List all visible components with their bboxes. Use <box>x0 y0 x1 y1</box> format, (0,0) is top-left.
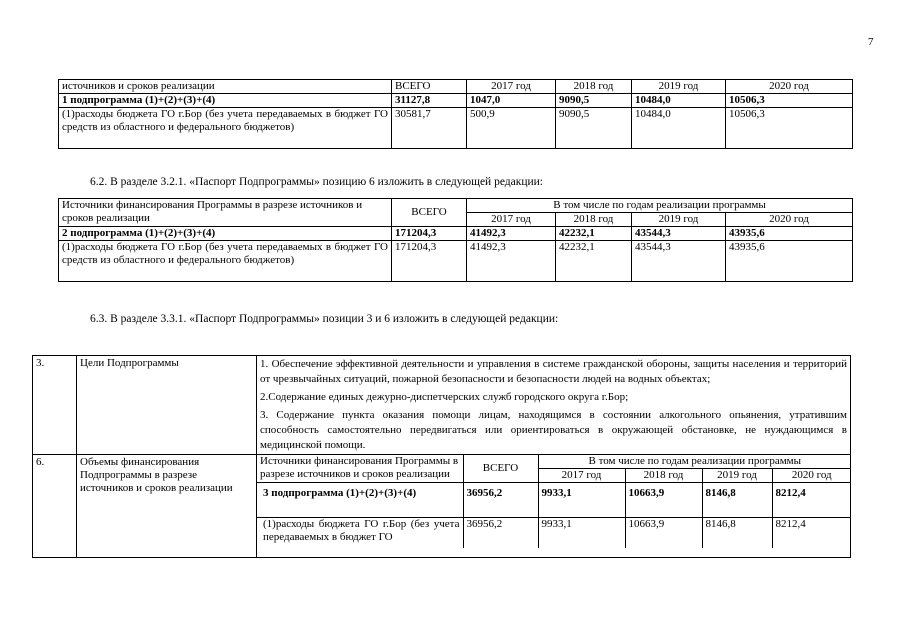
table-row <box>59 108 853 149</box>
table-row <box>257 518 851 549</box>
financing-table-subprogram-1 <box>58 79 853 149</box>
header-cell: В том числе по годам реализации программы <box>538 455 851 469</box>
table-cell: 9933,1 <box>538 518 625 549</box>
table-cell: 10663,9 <box>625 518 702 549</box>
table-cell: 2 подпрограмма (1)+(2)+(3)+(4) <box>59 227 392 241</box>
header-cell: 2018 год <box>556 80 632 94</box>
position-label: Объемы финансирования Подпрограммы в разрезе источников и сроков реализации <box>77 455 257 558</box>
header-cell: Источники финансирования Программы в разрезе источников и сроков реализации <box>59 199 392 227</box>
table-cell: 41492,3 <box>467 227 556 241</box>
table-cell: 31127,8 <box>392 94 467 108</box>
financing-cell <box>257 455 851 558</box>
header-cell: 2018 год <box>556 213 632 227</box>
header-cell: ВСЕГО <box>392 80 467 94</box>
header-cell: 2019 год <box>632 80 726 94</box>
header-cell: В том числе по годам реализации программы <box>467 199 853 213</box>
goal-item: 3. Содержание пункта оказания помощи лицам, находящимся в состоянии алкогольного опьянения, утратившим способность самостоятельно передвигаться или ориентироваться в окружающей обстановке, не нуждающимся в медицинской помощи. <box>260 409 847 451</box>
header-cell: 2020 год <box>726 80 853 94</box>
table-cell: 10484,0 <box>632 94 726 108</box>
table-cell: 36956,2 <box>463 483 538 518</box>
header-cell: источников и сроков реализации <box>59 80 392 94</box>
table-cell: 8146,8 <box>702 518 772 549</box>
table-row <box>59 199 853 213</box>
table-cell: 10484,0 <box>632 108 726 149</box>
table-cell: 30581,7 <box>392 108 467 149</box>
table-cell: 9090,5 <box>556 94 632 108</box>
table-cell: 36956,2 <box>463 518 538 549</box>
header-cell: ВСЕГО <box>463 455 538 483</box>
table-cell: 8212,4 <box>772 483 851 518</box>
header-cell: Источники финансирования Программы в разрезе источников и сроков реализации <box>257 455 463 483</box>
position-number: 6. <box>33 455 77 558</box>
table-cell: 3 подпрограмма (1)+(2)+(3)+(4) <box>257 483 463 518</box>
position-label: Цели Подпрограммы <box>77 356 257 455</box>
table-row <box>59 227 853 241</box>
passport-table-subprogram-3 <box>32 355 851 558</box>
table-row <box>59 241 853 282</box>
header-cell: 2020 год <box>726 213 853 227</box>
header-cell: ВСЕГО <box>392 199 467 227</box>
section-heading-6-3: 6.3. В разделе 3.3.1. «Паспорт Подпрограммы» позиции 3 и 6 изложить в следующей редакции: <box>90 313 559 325</box>
header-cell: 2020 год <box>772 469 851 483</box>
table-cell: 43935,6 <box>726 227 853 241</box>
table-cell: 10663,9 <box>625 483 702 518</box>
table-cell: 10506,3 <box>726 108 853 149</box>
header-cell: 2019 год <box>702 469 772 483</box>
header-cell: 2017 год <box>467 213 556 227</box>
table-row <box>257 483 851 518</box>
table-cell: (1)расходы бюджета ГО г.Бор (без учета передаваемых в бюджет ГО средств из областного и федерального бюджетов) <box>59 241 392 282</box>
table-cell: 43544,3 <box>632 241 726 282</box>
financing-table-subprogram-3 <box>257 455 851 548</box>
table-cell: 43935,6 <box>726 241 853 282</box>
table-cell: 171204,3 <box>392 241 467 282</box>
table-cell: 1047,0 <box>467 94 556 108</box>
table-cell: 10506,3 <box>726 94 853 108</box>
table-cell: 42232,1 <box>556 227 632 241</box>
table-row <box>59 94 853 108</box>
table-cell: 42232,1 <box>556 241 632 282</box>
table-cell: (1)расходы бюджета ГО г.Бор (без учета передаваемых в бюджет ГО средств из областного и федерального бюджетов) <box>59 108 392 149</box>
table-cell: 8146,8 <box>702 483 772 518</box>
table-cell: 41492,3 <box>467 241 556 282</box>
table-cell: 43544,3 <box>632 227 726 241</box>
table-cell: 1 подпрограмма (1)+(2)+(3)+(4) <box>59 94 392 108</box>
page-number: 7 <box>868 36 874 48</box>
table-cell: 9090,5 <box>556 108 632 149</box>
header-cell: 2017 год <box>467 80 556 94</box>
table-cell: 500,9 <box>467 108 556 149</box>
table-row <box>33 356 851 455</box>
goals-cell <box>257 356 851 455</box>
table-row <box>33 455 851 558</box>
header-cell: 2019 год <box>632 213 726 227</box>
table-cell: (1)расходы бюджета ГО г.Бор (без учета передаваемых в бюджет ГО <box>257 518 463 549</box>
position-number: 3. <box>33 356 77 455</box>
table-row <box>257 455 851 469</box>
header-cell: 2018 год <box>625 469 702 483</box>
goal-item: 1. Обеспечение эффективной деятельности и управления в системе гражданской обороны, защиты населения и территорий от чрезвычайных ситуаций, пожарной безопасности и безопасности людей на водных объектах; <box>260 358 847 385</box>
financing-table-subprogram-2 <box>58 198 853 282</box>
table-cell: 9933,1 <box>538 483 625 518</box>
table-row <box>59 80 853 94</box>
table-cell: 171204,3 <box>392 227 467 241</box>
table-cell: 8212,4 <box>772 518 851 549</box>
header-cell: 2017 год <box>538 469 625 483</box>
section-heading-6-2: 6.2. В разделе 3.2.1. «Паспорт Подпрограммы» позицию 6 изложить в следующей редакции: <box>90 176 543 188</box>
goal-item: 2.Содержание единых дежурно-диспетчерских служб городского округа г.Бор; <box>260 391 629 403</box>
